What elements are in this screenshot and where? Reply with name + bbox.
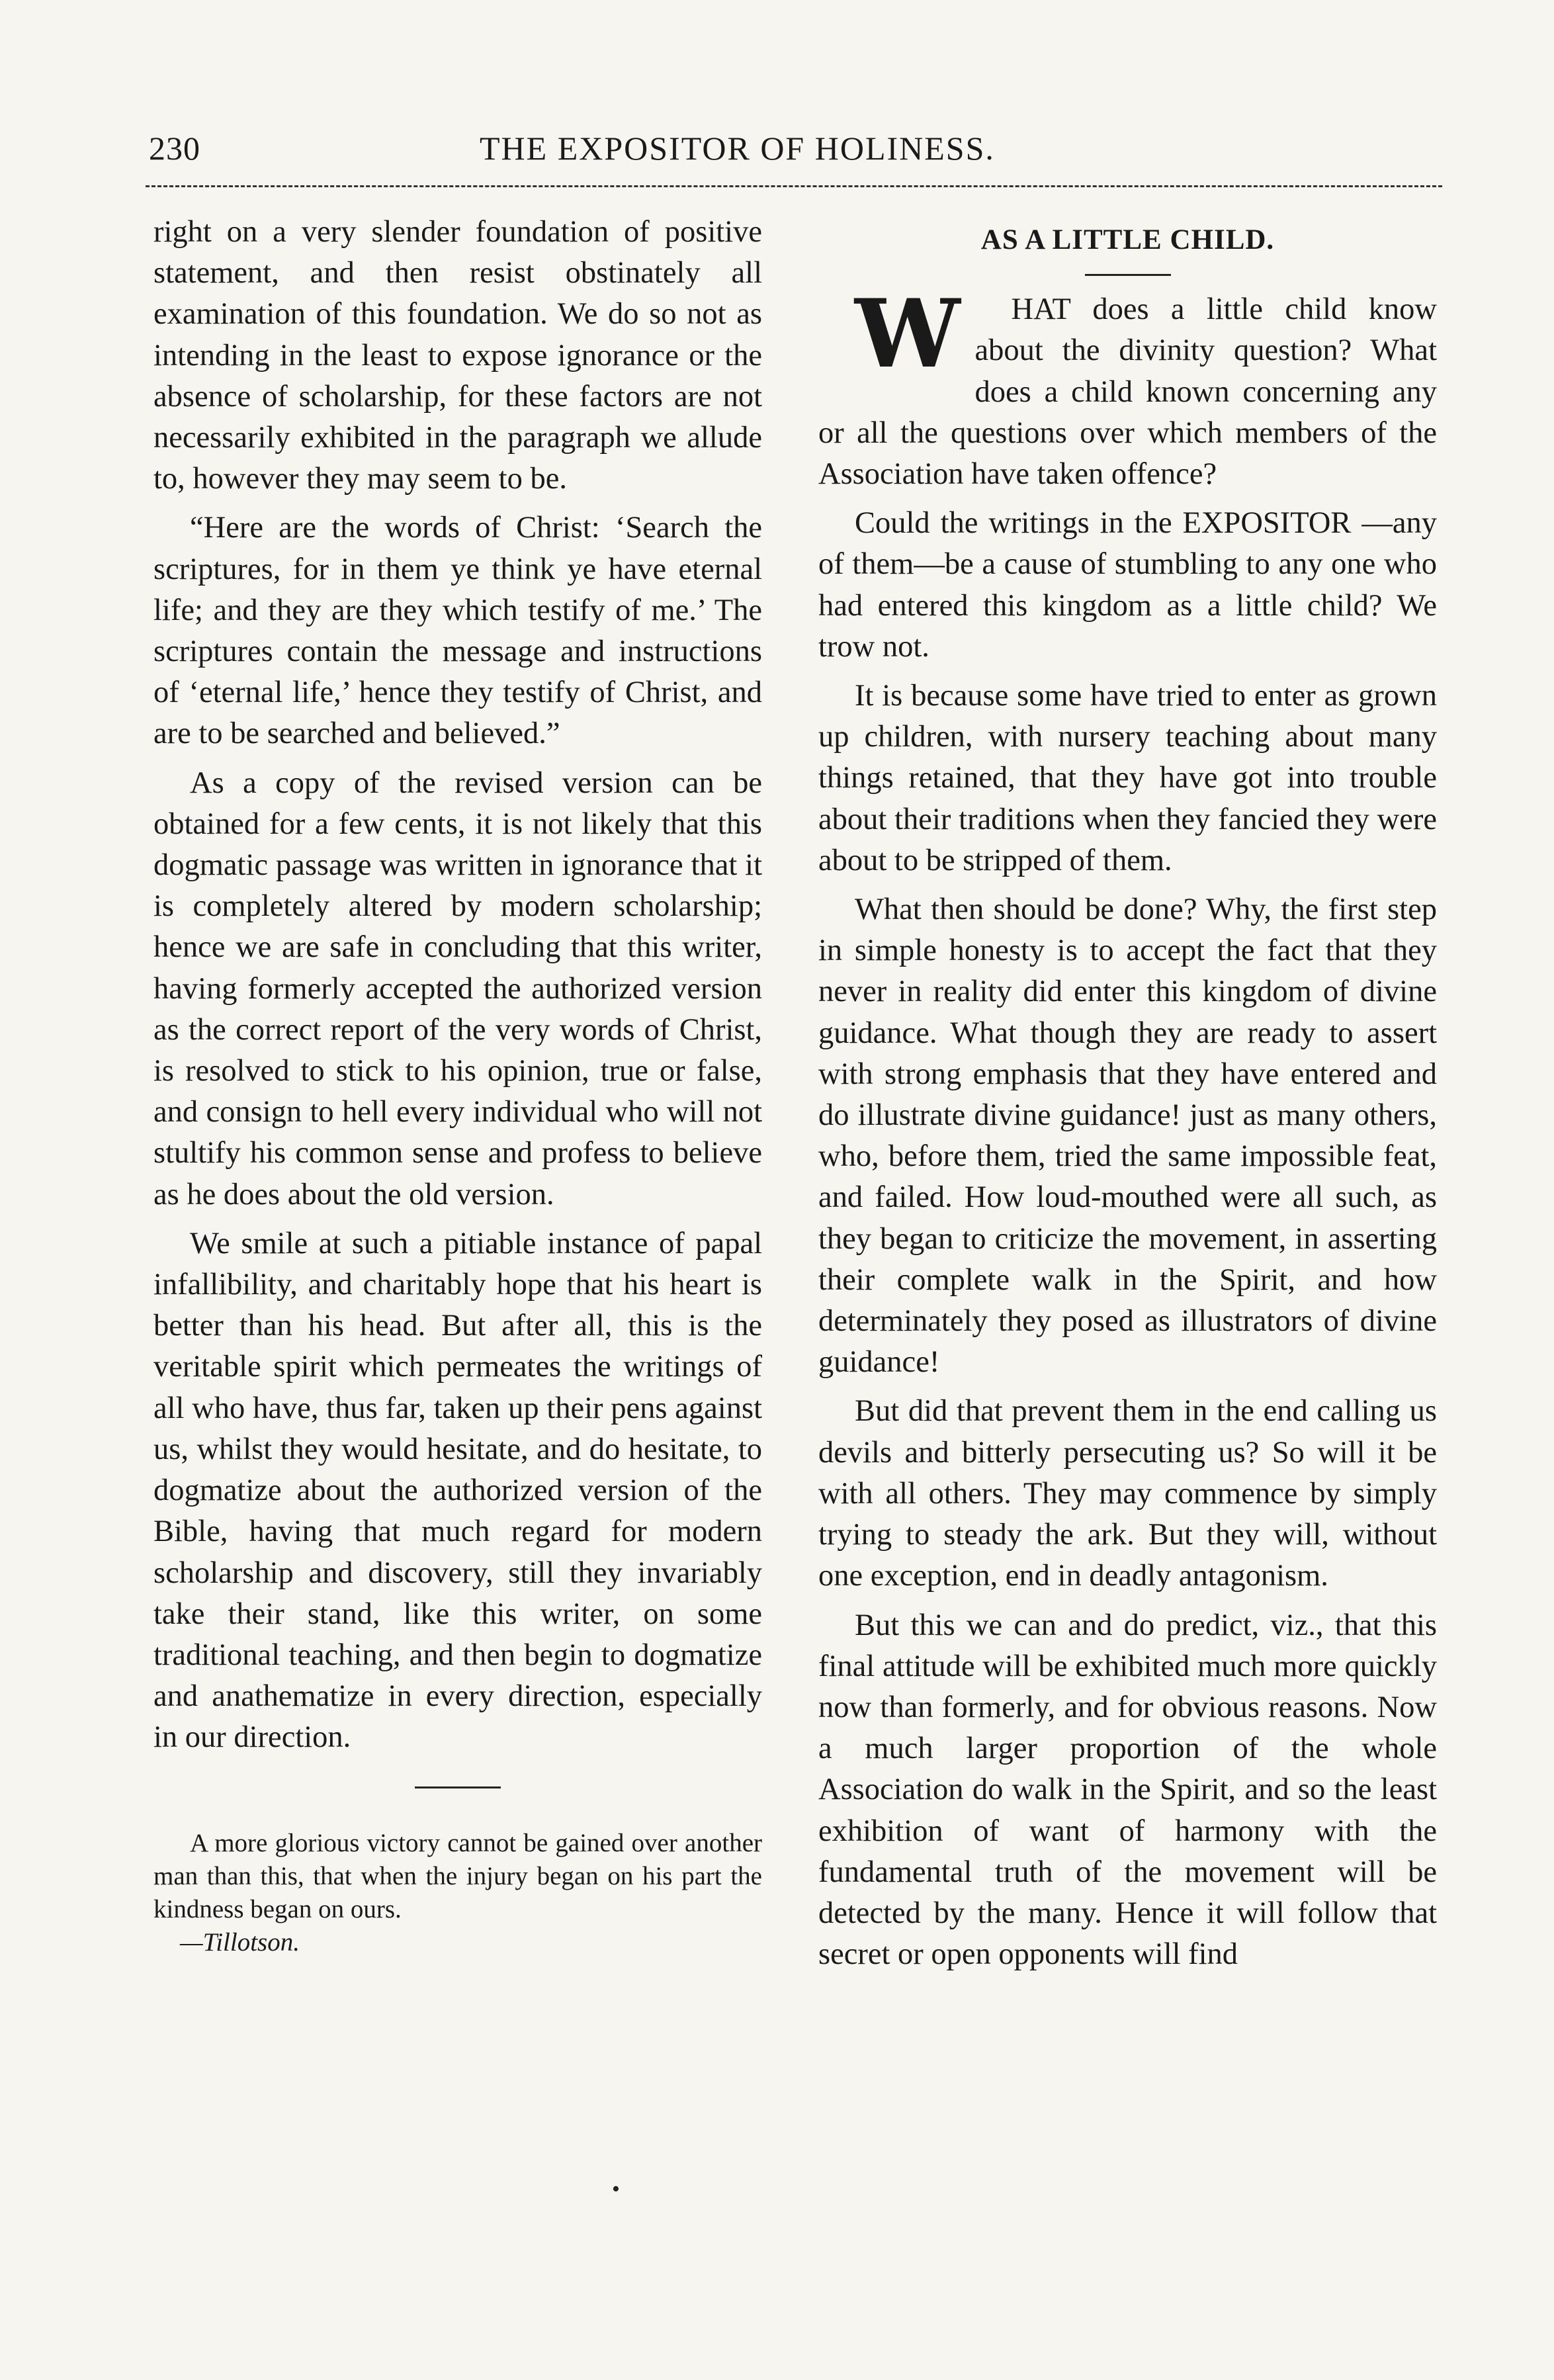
- paragraph: We smile at such a pitiable instance of papal infallibility, and charitably hope that his heart is better than his head. But after all, this is the veritable spirit which permeates the writings of all who have, thus far, taken up their pens against us, whilst they would hesitate, and do hesitate, to dogmatize about the authorized version of the Bible, having that much regard for modern scholarship and discovery, still they invariably take their stand, like this writer, on some traditional teaching, and then begin to dogmatize and anathematize in every direction, especially in our direction.: [153, 1226, 762, 1755]
- quote-author: —Tillotson.: [180, 1927, 300, 1957]
- opening-paragraph: [818, 279, 1437, 495]
- divider-rule: [1085, 274, 1171, 276]
- header-rule: [146, 185, 1442, 187]
- paragraph: “Here are the words of Christ: ‘Search the scriptures, for in them ye think ye have eternal life; and they are they which testify of me.’ The scriptures contain the message and instructions of ‘eternal life,’ hence they testify of Christ, and are to be searched and believed.”: [153, 511, 762, 751]
- running-title: THE EXPOSITOR OF HOLINESS.: [480, 130, 995, 167]
- ink-speck: •: [612, 2177, 620, 2201]
- epigraph-quote: [153, 1827, 762, 1959]
- paragraph: Could the writings in the EXPOSITOR —any of them—be a cause of stumbling to any one who had entered this kingdom as a little child? We trow not.: [818, 506, 1437, 664]
- page-header: [149, 122, 1446, 182]
- opening-text: HAT does a little child know about the divinity question? What does a child known concerning any or all the questions over which members of the Association have taken offence?: [818, 292, 1437, 492]
- page-number: 230: [149, 130, 200, 167]
- paragraph: What then should be done? Why, the first step in simple honesty is to accept the fact that they never in reality did enter this kingdom of divine guidance. What though they are ready to assert with strong emphasis that they have entered and do illustrate divine guidance! just as many others, who, before them, tried the same impossible feat, and failed. How loud-mouthed were all such, as they began to criticize the movement, in asserting their complete walk in the Spirit, and how determinately they posed as illustrators of divine guidance!: [818, 893, 1437, 1380]
- left-column: [153, 212, 762, 1959]
- drop-cap: W: [855, 279, 961, 390]
- quote-text: A more glorious victory cannot be gained over another man than this, that when the injury began on his part the kindness began on ours.: [153, 1828, 762, 1923]
- paragraph: right on a very slender foundation of positive statement, and then resist obstinately all examination of this foundation. We do so not as intending in the least to expose ignorance or the absence of scholarship, for these factors are not necessarily exhibited in the paragraph we allude to, however they may seem to be.: [153, 215, 762, 496]
- paragraph: But this we can and do predict, viz., that this final attitude will be exhibited much more quickly now than formerly, and for obvious reasons. Now a much larger proportion of the whole Association do walk in the Spirit, and so the least exhibition of want of harmony with the fundamental truth of the movement will be detected by the many. Hence it will follow that secret or open opponents will find: [818, 1608, 1437, 1972]
- divider-rule: [415, 1786, 501, 1788]
- section-title: AS A LITTLE CHILD.: [980, 224, 1275, 255]
- paragraph: As a copy of the revised version can be obtained for a few cents, it is not likely that this dogmatic passage was written in ignorance that it is completely altered by modern scholarship; hence we are safe in concluding that this writer, having formerly accepted the authorized version as the correct report of the very words of Christ, is resolved to stick to his opinion, true or false, and consign to hell every individual who will not stultify his common sense and profess to believe as he does about the old version.: [153, 766, 762, 1212]
- paragraph: But did that prevent them in the end calling us devils and bitterly persecuting us? So will it be with all others. They may commence by simply trying to steady the ark. But they will, without one exception, end in deadly antagonism.: [818, 1394, 1437, 1593]
- right-column: [818, 212, 1437, 1983]
- paragraph: It is because some have tried to enter as grown up children, with nursery teaching about many things retained, that they have got into trouble about their traditions when they fancied they were about to be stripped of them.: [818, 679, 1437, 877]
